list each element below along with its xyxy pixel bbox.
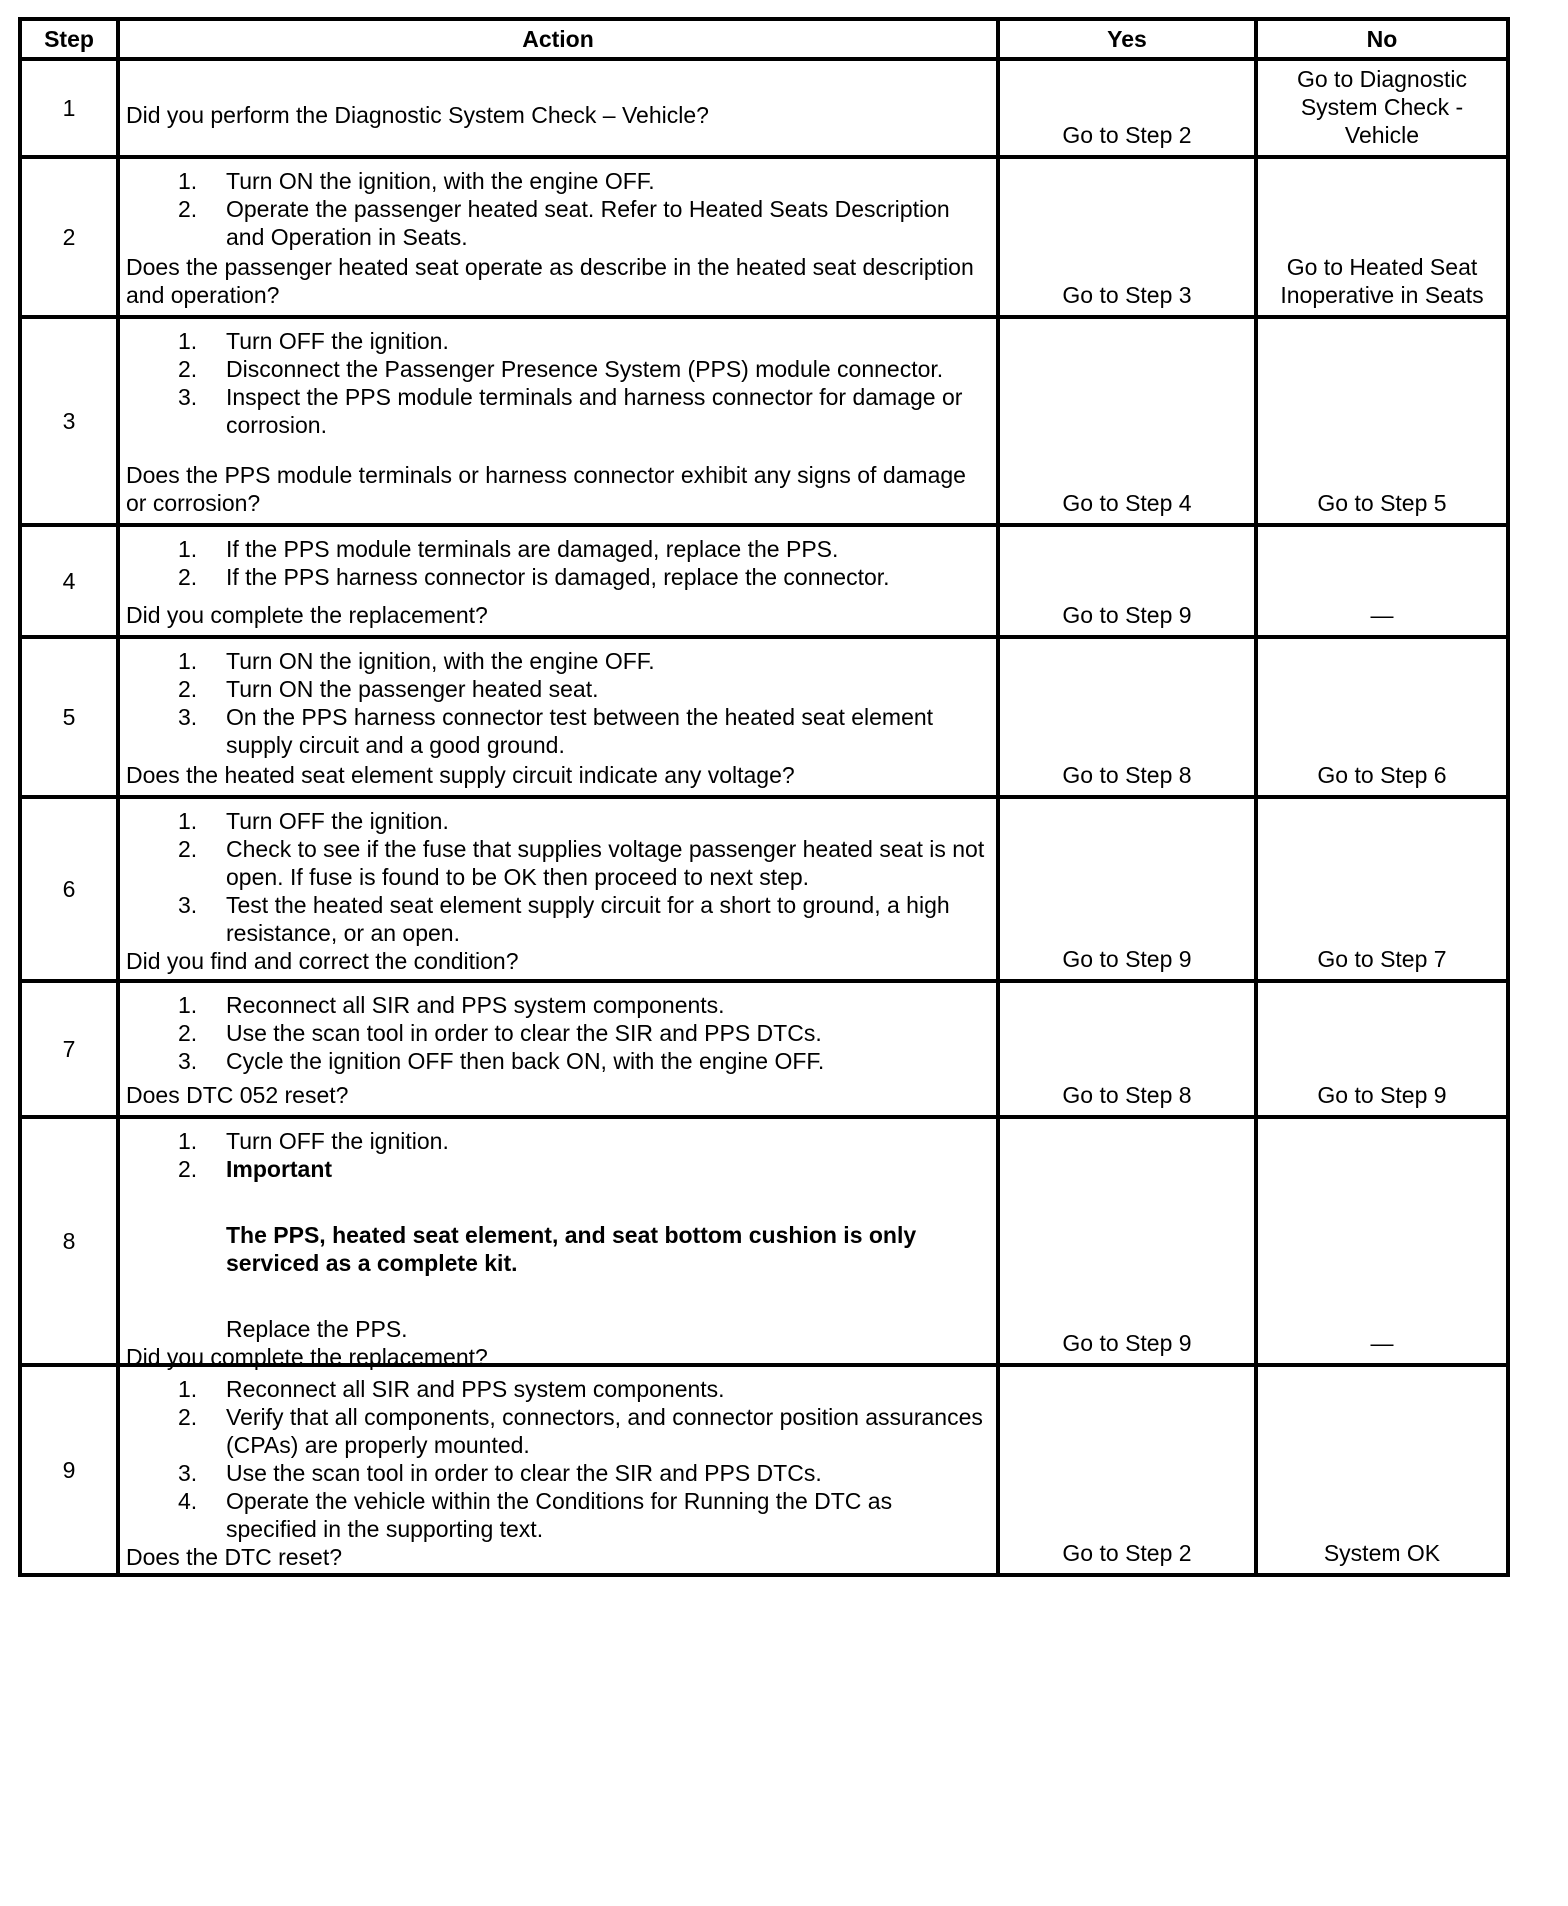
yes-result: Go to Step 9 xyxy=(998,1117,1256,1365)
yes-result: Go to Step 9 xyxy=(998,525,1256,637)
step-number: 2 xyxy=(20,157,118,317)
no-result: Go to Diagnostic System Check - Vehicle xyxy=(1256,59,1508,157)
action-cell xyxy=(118,1117,998,1370)
action-cell xyxy=(118,981,998,1117)
list-item-text: Turn ON the passenger heated seat. xyxy=(226,676,599,702)
list-item-number: 1. xyxy=(178,992,198,1018)
list-item-text: Check to see if the fuse that supplies voltage passenger heated seat is not open. If fuse is found to be OK then proceed to next step. xyxy=(226,836,985,890)
list-item-text: Cycle the ignition OFF then back ON, with the engine OFF. xyxy=(226,1048,825,1074)
list-item-text: Disconnect the Passenger Presence System (PPS) module connector. xyxy=(226,356,944,382)
step-number: 3 xyxy=(20,317,118,525)
list-item-text: Inspect the PPS module terminals and harness connector for damage or corrosion. xyxy=(226,384,963,438)
no-result: Go to Step 6 xyxy=(1256,637,1508,797)
action-cell xyxy=(118,157,998,317)
list-item-text: Verify that all components, connectors, and connector position assurances (CPAs) are properly mounted. xyxy=(226,1404,983,1458)
yes-result: Go to Step 4 xyxy=(998,317,1256,525)
list-item-text: Turn OFF the ignition. xyxy=(226,1128,449,1154)
list-item xyxy=(126,355,986,383)
list-item-number: 1. xyxy=(178,168,198,194)
table-row xyxy=(20,637,1508,797)
list-item-text: If the PPS module terminals are damaged, replace the PPS. xyxy=(226,536,839,562)
table-row xyxy=(20,797,1508,981)
action-cell xyxy=(118,637,998,797)
list-item xyxy=(126,1047,986,1075)
list-item xyxy=(126,1375,986,1403)
header-no: No xyxy=(1256,19,1508,59)
list-item-text: Turn ON the ignition, with the engine OFF. xyxy=(226,168,655,194)
list-item xyxy=(126,891,986,947)
action-instructions xyxy=(126,807,986,947)
list-item-number: 2. xyxy=(178,1156,198,1182)
list-item-number: 3. xyxy=(178,892,198,918)
diagnostic-table xyxy=(18,17,1510,1577)
list-item-text: Use the scan tool in order to clear the SIR and PPS DTCs. xyxy=(226,1020,822,1046)
list-item xyxy=(126,327,986,355)
action-instructions xyxy=(126,1375,986,1543)
table-row xyxy=(20,525,1508,637)
step-number: 5 xyxy=(20,637,118,797)
action-instructions xyxy=(126,167,986,251)
list-item-number: 3. xyxy=(178,704,198,730)
list-item-number: 1. xyxy=(178,1376,198,1402)
action-cell xyxy=(118,525,998,637)
list-item-number: 1. xyxy=(178,536,198,562)
yes-result: Go to Step 3 xyxy=(998,157,1256,317)
table-row xyxy=(20,59,1508,157)
action-step-list xyxy=(126,327,986,439)
action-instructions xyxy=(126,535,986,591)
list-item-number: 2. xyxy=(178,196,198,222)
list-item-number: 3. xyxy=(178,1460,198,1486)
list-item-text: On the PPS harness connector test between the heated seat element supply circuit and a good ground. xyxy=(226,704,934,758)
list-item-number: 2. xyxy=(178,1404,198,1430)
action-instructions xyxy=(126,647,986,759)
list-item-text: Operate the passenger heated seat. Refer to Heated Seats Description and Operation in Seats. xyxy=(226,196,950,250)
list-item-text: Use the scan tool in order to clear the SIR and PPS DTCs. xyxy=(226,1460,822,1486)
yes-result: Go to Step 8 xyxy=(998,637,1256,797)
action-question: Did you complete the replacement? xyxy=(126,602,488,628)
step-number: 6 xyxy=(20,797,118,981)
list-item xyxy=(126,535,986,563)
important-label: Important xyxy=(226,1156,333,1182)
list-item xyxy=(126,1019,986,1047)
list-item-text: Turn OFF the ignition. xyxy=(226,328,449,354)
list-item-number: 1. xyxy=(178,648,198,674)
list-item-text: Reconnect all SIR and PPS system components. xyxy=(226,992,725,1018)
list-item xyxy=(126,1155,986,1183)
list-item-text: Turn OFF the ignition. xyxy=(226,808,449,834)
action-question: Does the heated seat element supply circuit indicate any voltage? xyxy=(126,762,795,788)
list-item xyxy=(126,991,986,1019)
step-number: 7 xyxy=(20,981,118,1117)
list-item xyxy=(126,675,986,703)
yes-result: Go to Step 2 xyxy=(998,1365,1256,1575)
action-instructions xyxy=(126,991,986,1075)
action-cell xyxy=(118,1365,998,1575)
list-item-number: 2. xyxy=(178,356,198,382)
header-action: Action xyxy=(118,19,998,59)
list-item xyxy=(126,647,986,675)
list-item-text: Reconnect all SIR and PPS system components. xyxy=(226,1376,725,1402)
table-row xyxy=(20,1365,1508,1575)
list-item-number: 2. xyxy=(178,676,198,702)
no-result: Go to Step 7 xyxy=(1256,797,1508,981)
action-step-list xyxy=(126,647,986,759)
no-result: — xyxy=(1256,525,1508,637)
action-step-list xyxy=(126,991,986,1075)
list-item xyxy=(126,383,986,439)
list-item xyxy=(126,1127,986,1155)
action-step-list xyxy=(126,1127,986,1183)
yes-result: Go to Step 8 xyxy=(998,981,1256,1117)
table-row xyxy=(20,981,1508,1117)
instruction-text: Replace the PPS. xyxy=(226,1316,408,1342)
action-question: Did you find and correct the condition? xyxy=(126,948,519,974)
no-result: Go to Heated Seat Inoperative in Seats xyxy=(1256,157,1508,317)
action-cell xyxy=(118,59,998,157)
yes-result: Go to Step 9 xyxy=(998,797,1256,981)
header-step: Step xyxy=(20,19,118,59)
table-row xyxy=(20,1117,1508,1365)
list-item xyxy=(126,1487,986,1543)
list-item-number: 4. xyxy=(178,1488,198,1514)
action-question: Does DTC 052 reset? xyxy=(126,1082,349,1108)
header-yes: Yes xyxy=(998,19,1256,59)
action-question: Does the PPS module terminals or harness connector exhibit any signs of damage or corrosion? xyxy=(126,462,966,516)
list-item xyxy=(126,1403,986,1459)
action-step-list xyxy=(126,1375,986,1543)
no-result: Go to Step 5 xyxy=(1256,317,1508,525)
no-result: System OK xyxy=(1256,1365,1508,1575)
no-result: — xyxy=(1256,1117,1508,1365)
header-row xyxy=(20,19,1508,59)
action-step-list xyxy=(126,807,986,947)
step-number: 9 xyxy=(20,1365,118,1575)
list-item-number: 1. xyxy=(178,1128,198,1154)
list-item xyxy=(126,1459,986,1487)
action-question: Does the DTC reset? xyxy=(126,1544,343,1570)
list-item-number: 1. xyxy=(178,808,198,834)
table-row xyxy=(20,157,1508,317)
list-item-number: 2. xyxy=(178,1020,198,1046)
action-question: Does the passenger heated seat operate as describe in the heated seat description and operation? xyxy=(126,254,974,308)
list-item-text: Test the heated seat element supply circuit for a short to ground, a high resistance, or an open. xyxy=(226,892,950,946)
list-item-number: 2. xyxy=(178,836,198,862)
action-question: Did you complete the replacement? xyxy=(126,1344,488,1370)
action-instructions xyxy=(126,327,986,439)
list-item xyxy=(126,563,986,591)
list-item-number: 2. xyxy=(178,564,198,590)
yes-result: Go to Step 2 xyxy=(998,59,1256,157)
important-note: The PPS, heated seat element, and seat bottom cushion is only serviced as a complete kit. xyxy=(226,1222,917,1276)
action-cell xyxy=(118,797,998,981)
list-item-number: 3. xyxy=(178,1048,198,1074)
list-item-text: Turn ON the ignition, with the engine OFF. xyxy=(226,648,655,674)
table-row xyxy=(20,317,1508,525)
list-item xyxy=(126,703,986,759)
list-item xyxy=(126,195,986,251)
list-item-text: If the PPS harness connector is damaged, replace the connector. xyxy=(226,564,890,590)
list-item xyxy=(126,167,986,195)
table-body xyxy=(20,59,1508,1575)
step-number: 1 xyxy=(20,59,118,157)
no-result: Go to Step 9 xyxy=(1256,981,1508,1117)
list-item-number: 1. xyxy=(178,328,198,354)
action-step-list xyxy=(126,167,986,251)
list-item xyxy=(126,807,986,835)
step-number: 4 xyxy=(20,525,118,637)
action-question: Did you perform the Diagnostic System Check – Vehicle? xyxy=(126,102,709,128)
list-item xyxy=(126,835,986,891)
action-step-list xyxy=(126,535,986,591)
list-item-number: 3. xyxy=(178,384,198,410)
list-item-text: Operate the vehicle within the Conditions for Running the DTC as specified in the supporting text. xyxy=(226,1488,893,1542)
action-instructions xyxy=(126,1127,986,1343)
action-cell xyxy=(118,317,998,525)
step-number: 8 xyxy=(20,1117,118,1365)
